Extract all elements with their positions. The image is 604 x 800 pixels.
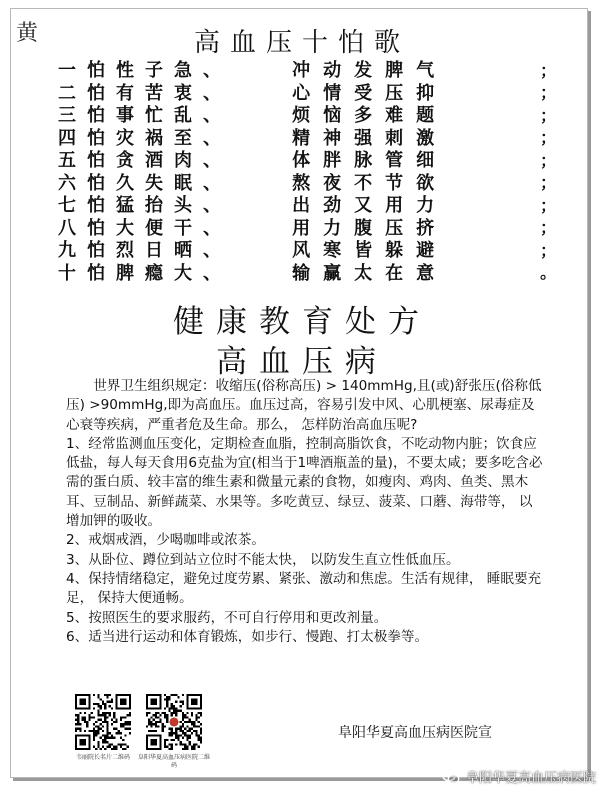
poem	[58, 58, 558, 283]
poem-line-second-half: 烦恼多难题	[292, 105, 448, 127]
poem-line-second-half: 输赢太在意	[292, 262, 448, 284]
poem-line-first-half: 二怕有苦衷、	[58, 82, 232, 104]
poem-line	[58, 193, 558, 216]
poem-line-second-half: 风寒皆躲避	[292, 240, 448, 262]
advice-item: 4、保持情绪稳定，避免过度劳累、紧张、激动和焦虑。生活有规律， 睡眠要充足， 保持大便通畅。	[66, 570, 542, 607]
poem-line-first-half: 六怕久失眠、	[58, 172, 232, 194]
prescription-body	[66, 377, 544, 647]
poem-line-punct: ；	[540, 83, 557, 103]
poem-line	[58, 216, 558, 239]
poem-title: 高血压十怕歌	[193, 28, 410, 58]
poem-line-second-half: 用力腹压挤	[292, 217, 448, 239]
poem-line-first-half: 九怕烈日晒、	[58, 240, 232, 262]
director-qr-block	[68, 694, 138, 762]
hospital-signature: 阜阳华夏高血压病医院宣	[338, 725, 492, 741]
poem-line	[58, 148, 558, 171]
poem-line-punct: ；	[540, 173, 557, 193]
poem-line	[58, 261, 558, 284]
poem-line-second-half: 出劲又用力	[292, 195, 448, 217]
poem-line-first-half: 一怕性子急、	[58, 60, 232, 82]
advice-item: 5、按照医生的要求服药，不可自行停用和更改剂量。	[66, 609, 388, 626]
watermark-text: 阜阳华夏高血压病医院	[465, 771, 596, 786]
advice-item: 1、经常监测血压变化，定期检查血脂，控制高脂饮食，不吃动物内脏；饮食应低盐，每人每天食用6克盐为宜(相当于1啤酒瓶盖的量)，不要太咸；要多吃含必需的蛋白质、较丰富的维生素和微量元素的食物，如瘦肉、鸡肉、鱼类、黑木耳、豆制品、新鲜蔬菜、水果等。多吃黄豆、绿豆、菠菜、口蘑、海带等， 以增加钾的吸收。	[66, 435, 543, 530]
poem-line-punct: 。	[540, 263, 557, 283]
poem-line-punct: ；	[540, 60, 557, 80]
poem-line-second-half: 心情受压抑	[292, 82, 448, 104]
poem-line-first-half: 五怕贪酒肉、	[58, 150, 232, 172]
poem-line	[58, 171, 558, 194]
poem-line	[58, 238, 558, 261]
corner-mark: 黄	[16, 21, 39, 46]
poem-line-punct: ；	[540, 105, 557, 125]
advice-item: 2、戒烟戒酒，少喝咖啡或浓茶。	[66, 532, 265, 549]
disease-heading: 高血压病	[216, 344, 388, 380]
wechat-watermark	[442, 767, 596, 786]
poem-line-punct: ；	[540, 128, 557, 148]
hospital-qr-caption: 阜阳华夏高血压病医院二维码	[138, 754, 211, 769]
poem-line	[58, 81, 558, 104]
poem-line-punct: ；	[540, 240, 557, 260]
poem-line-punct: ；	[540, 218, 557, 238]
poem-line-punct: ；	[540, 150, 557, 170]
poem-line	[58, 126, 558, 149]
hospital-qr-code	[146, 694, 202, 750]
poem-line-first-half: 十怕脾瘾大、	[58, 262, 232, 284]
poem-line-second-half: 精神强刺激	[292, 127, 448, 149]
poem-line-second-half: 熬夜不节欲	[292, 172, 448, 194]
poem-line-first-half: 三怕事忙乱、	[58, 105, 232, 127]
intro-paragraph: 世界卫生组织规定：收缩压(俗称高压) > 140mmHg,且(或)舒张压(俗称低压) >90mmHg,即为高血压。血压过高，容易引发中风、心肌梗塞、尿毒症及心衰等疾病，严重者危及生命。那么， 怎样防治高血压呢?	[66, 378, 542, 433]
poem-line-second-half: 体胖脉管细	[292, 150, 448, 172]
poem-line-first-half: 八怕大便干、	[58, 217, 232, 239]
director-qr-caption: 韦丽院长名片二维码	[75, 754, 130, 761]
advice-item: 6、适当进行运动和体育锻炼，如步行、慢跑、打太极拳等。	[66, 628, 429, 645]
prescription-heading: 健康教育处方	[173, 304, 431, 340]
hospital-qr-block	[138, 694, 210, 770]
director-qr-code	[75, 694, 131, 750]
poem-line-first-half: 七怕猛抬头、	[58, 195, 232, 217]
poem-line	[58, 58, 558, 81]
poem-line-punct: ；	[540, 195, 557, 215]
poem-line-first-half: 四怕灾祸至、	[58, 127, 232, 149]
poem-line	[58, 103, 558, 126]
advice-item: 3、从卧位、蹲位到站立位时不能太快， 以防发生直立性低血压。	[66, 551, 460, 568]
poem-line-second-half: 冲动发脾气	[292, 60, 448, 82]
wechat-icon	[442, 769, 460, 785]
